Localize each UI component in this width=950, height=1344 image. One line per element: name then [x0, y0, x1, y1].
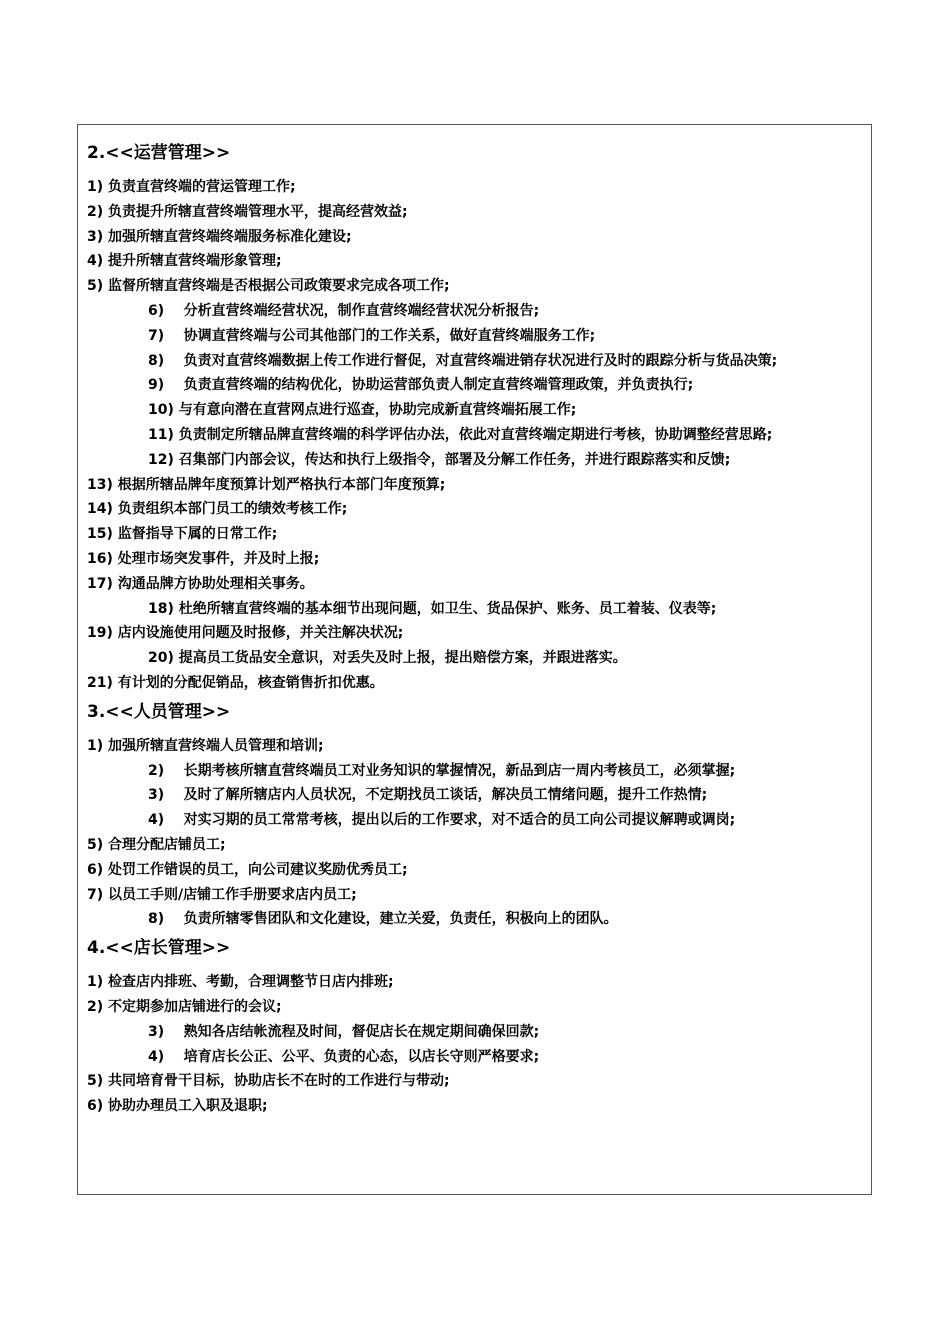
list-item: 1) 检查店内排班、考勤，合理调整节日店内排班; [87, 974, 394, 991]
document-content [87, 139, 865, 1119]
list-item: 3) 加强所辖直营终端终端服务标准化建设; [87, 228, 352, 245]
section-title-operations: 2.<<运营管理>> [87, 143, 231, 163]
list-item: 2) 负责提升所辖直营终端管理水平，提高经营效益; [87, 203, 408, 220]
list-item: 4) 培育店长公正、公平、负责的心态，以店长守则严格要求; [148, 1048, 540, 1065]
document-frame [77, 124, 872, 1195]
list-item: 15) 监督指导下属的日常工作; [87, 526, 278, 543]
list-item: 7) 协调直营终端与公司其他部门的工作关系，做好直营终端服务工作; [148, 327, 596, 344]
list-item: 7) 以员工手则/店铺工作手册要求店内员工; [87, 886, 357, 903]
list-item: 17) 沟通品牌方协助处理相关事务。 [87, 575, 314, 592]
list-item: 3) 熟知各店结帐流程及时间，督促店长在规定期间确保回款; [148, 1023, 540, 1040]
list-item: 14) 负责组织本部门员工的绩效考核工作; [87, 501, 348, 518]
list-item: 1) 加强所辖直营终端人员管理和培训; [87, 737, 324, 754]
list-item: 13) 根据所辖品牌年度预算计划严格执行本部门年度预算; [87, 476, 446, 493]
list-item: 10) 与有意向潜在直营网点进行巡查，协助完成新直营终端拓展工作; [148, 402, 577, 419]
section-title-store-manager: 4.<<店长管理>> [87, 938, 231, 959]
list-item: 4) 提升所辖直营终端形象管理; [87, 253, 282, 270]
list-item: 6) 分析直营终端经营状况，制作直营终端经营状况分析报告; [148, 302, 540, 319]
list-item: 11) 负责制定所辖品牌直营终端的科学评估办法，依此对直营终端定期进行考核，协助调整经营思路; [148, 426, 773, 443]
list-item: 8) 负责对直营终端数据上传工作进行督促，对直营终端进销存状况进行及时的跟踪分析与货品决策; [148, 352, 778, 369]
list-item: 5) 共同培育骨干目标，协助店长不在时的工作进行与带动; [87, 1073, 450, 1090]
list-item: 5) 合理分配店铺员工; [87, 836, 226, 853]
section-title-personnel: 3.<<人员管理>> [87, 701, 231, 722]
list-item: 2) 不定期参加店铺进行的会议; [87, 998, 282, 1015]
list-item: 12) 召集部门内部会议，传达和执行上级指令，部署及分解工作任务，并进行跟踪落实和反馈; [148, 451, 731, 468]
list-item: 2) 长期考核所辖直营终端员工对业务知识的掌握情况，新品到店一周内考核员工，必须掌握; [148, 762, 736, 779]
list-item: 1) 负责直营终端的营运管理工作; [87, 179, 296, 195]
list-item: 4) 对实习期的员工常常考核，提出以后的工作要求，对不适合的员工向公司提议解聘或调岗; [148, 812, 736, 829]
list-item: 20) 提高员工货品安全意识，对丢失及时上报，提出赔偿方案，并跟进落实。 [148, 650, 627, 667]
list-item: 6) 处罚工作错误的员工，向公司建议奖励优秀员工; [87, 861, 408, 878]
list-item: 18) 杜绝所辖直营终端的基本细节出现问题，如卫生、货品保护、账务、员工着装、仪表等; [148, 600, 717, 617]
list-item: 9) 负责直营终端的结构优化，协助运营部负责人制定直营终端管理政策，并负责执行; [148, 377, 694, 394]
list-item: 5) 监督所辖直营终端是否根据公司政策要求完成各项工作; [87, 278, 450, 295]
list-item: 21) 有计划的分配促销品，核查销售折扣优惠。 [87, 674, 384, 691]
list-item: 3) 及时了解所辖店内人员状况，不定期找员工谈话，解决员工情绪问题，提升工作热情; [148, 787, 708, 804]
list-item: 16) 处理市场突发事件，并及时上报; [87, 550, 320, 567]
list-item: 19) 店内设施使用问题及时报修，并关注解决状况; [87, 625, 404, 642]
list-item: 6) 协助办理员工入职及退职; [87, 1098, 268, 1115]
list-item: 8) 负责所辖零售团队和文化建设，建立关爱，负责任，积极向上的团队。 [148, 911, 618, 928]
